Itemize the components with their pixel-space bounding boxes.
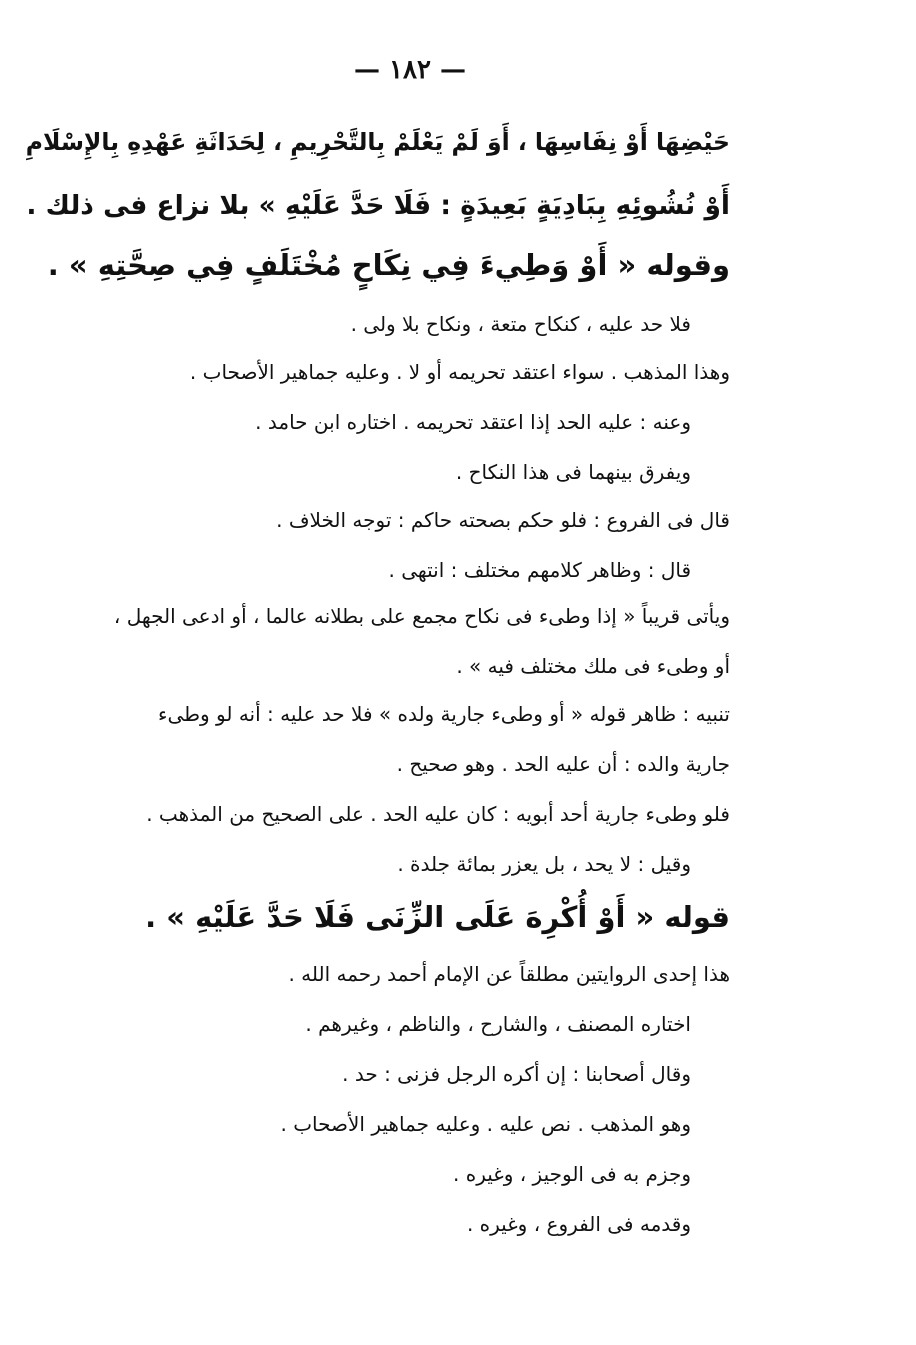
text-line-5: وهذا المذهب . سواء اعتقد تحريمه أو لا . وعليه جماهير الأصحاب .: [189, 360, 730, 384]
text-line-17: هذا إحدى الروايتين مطلقاً عن الإمام أحمد رحمه الله .: [288, 962, 730, 986]
text-line-9: قال : وظاهر كلامهم مختلف : انتهى .: [388, 558, 691, 582]
text-line-11: أو وطىء فى ملك مختلف فيه » .: [456, 654, 730, 678]
text-line-19: وقال أصحابنا : إن أكره الرجل فزنى : حد .: [342, 1062, 691, 1086]
text-line-3: وقوله « أَوْ وَطِيءَ فِي نِكَاحٍ مُخْتَلَفٍ فِي صِحَّتِهِ » .: [47, 248, 730, 282]
text-line-6: وعنه : عليه الحد إذا اعتقد تحريمه . اختاره ابن حامد .: [255, 410, 691, 434]
text-line-14: فلو وطىء جارية أحد أبويه : كان عليه الحد . على الصحيح من المذهب .: [146, 802, 730, 826]
text-line-2: أَوْ نُشُوئِهِ بِبَادِيَةٍ بَعِيدَةٍ : فَلَا حَدَّ عَلَيْهِ » بلا نزاع فى ذلك .: [26, 190, 730, 221]
text-line-1: حَيْضِهَا أَوْ نِفَاسِهَا ، أَوَ لَمْ يَعْلَمْ بِالتَّحْرِيمِ ، لِحَدَاثَةِ عَهْدِهِ بِالإِسْلَامِ: [25, 128, 730, 156]
text-line-8: قال فى الفروع : فلو حكم بصحته حاكم : توجه الخلاف .: [276, 508, 730, 532]
text-line-20: وهو المذهب . نص عليه . وعليه جماهير الأصحاب .: [280, 1112, 691, 1136]
text-line-12: تنبيه : ظاهر قوله « أو وطىء جارية ولده » فلا حد عليه : أنه لو وطىء: [158, 702, 730, 726]
text-line-4: فلا حد عليه ، كنكاح متعة ، ونكاح بلا ولى .: [350, 312, 691, 336]
text-line-18: اختاره المصنف ، والشارح ، والناظم ، وغيرهم .: [305, 1012, 691, 1036]
page-number: — ١٨٢ —: [353, 55, 467, 85]
text-line-22: وقدمه فى الفروع ، وغيره .: [466, 1212, 691, 1236]
text-line-15: وقيل : لا يحد ، بل يعزر بمائة جلدة .: [397, 852, 691, 876]
text-line-10: ويأتى قريباً « إذا وطىء فى نكاح مجمع على بطلانه عالما ، أو ادعى الجهل ،: [113, 604, 730, 628]
text-line-21: وجزم به فى الوجيز ، وغيره .: [453, 1162, 691, 1186]
text-line-13: جارية والده : أن عليه الحد . وهو صحيح .: [396, 752, 730, 776]
text-line-7: ويفرق بينهما فى هذا النكاح .: [455, 460, 691, 484]
text-line-16: قوله « أَوْ أُكْرِهَ عَلَى الزِّنَى فَلَا حَدَّ عَلَيْهِ » .: [145, 900, 730, 934]
